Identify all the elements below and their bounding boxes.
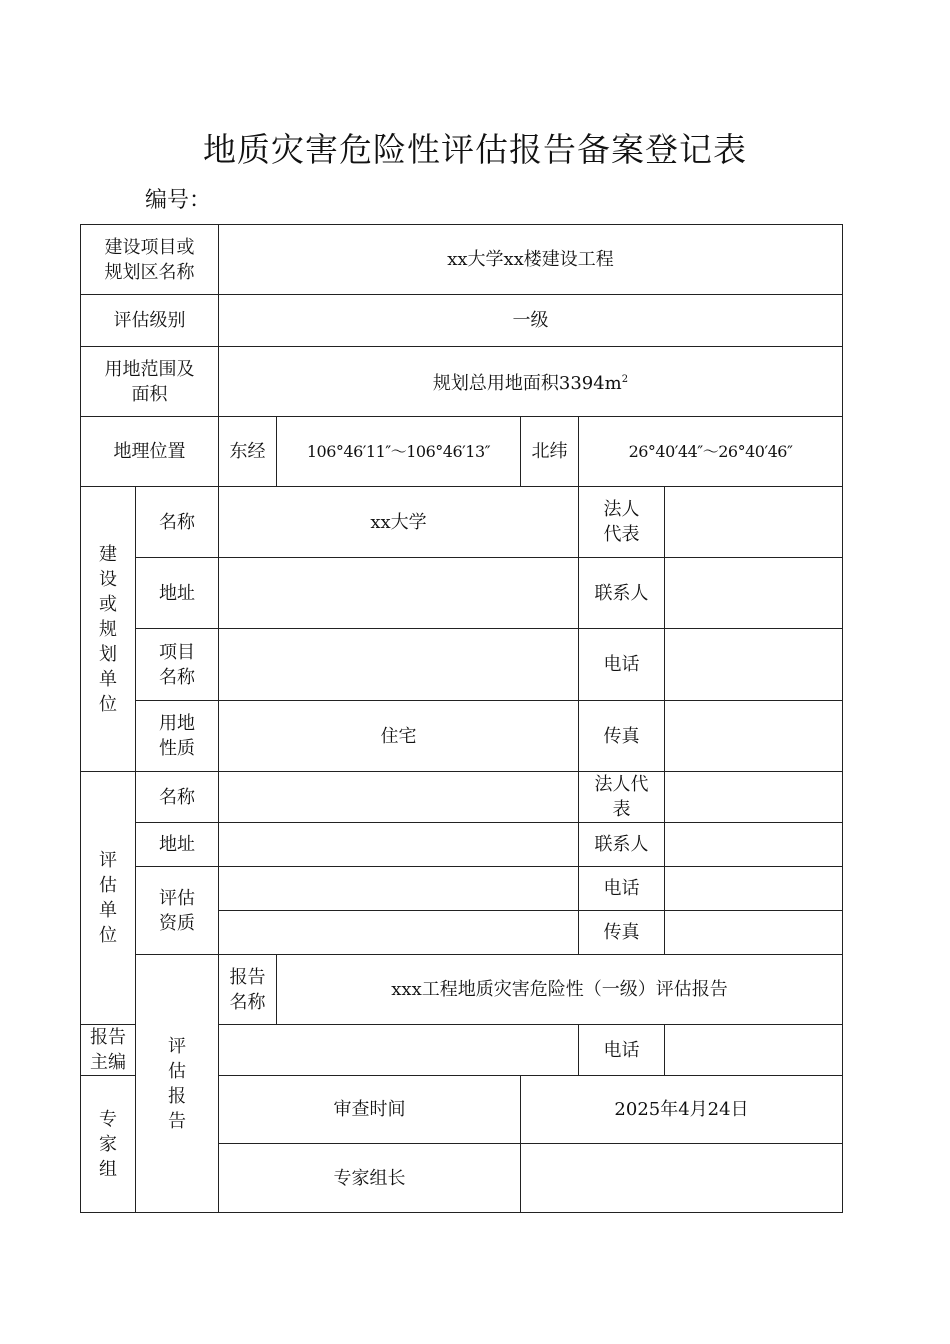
construction-contact-label: 联系人 <box>579 558 665 629</box>
construction-name-label: 名称 <box>136 487 219 558</box>
assessment-qualification-value-2[interactable] <box>219 911 579 955</box>
construction-project-row <box>81 629 843 701</box>
latitude-label: 北纬 <box>521 417 579 487</box>
project-name-label: 建设项目或 规划区名称 <box>81 225 219 295</box>
report-name-value[interactable]: xxx工程地质灾害危险性（一级）评估报告 <box>277 955 843 1025</box>
assessment-address-row <box>81 823 843 867</box>
assessment-legal-rep-label: 法人代 表 <box>579 772 665 823</box>
longitude-label: 东经 <box>219 417 277 487</box>
land-area-label: 用地范围及 面积 <box>81 347 219 417</box>
construction-land-use-row <box>81 701 843 772</box>
expert-leader-label: 专家组长 <box>219 1144 521 1213</box>
grade-row <box>81 295 843 347</box>
assessment-qualification-label: 评估 资质 <box>136 867 219 955</box>
assessment-unit-vertical-text: 评估单位 <box>99 850 117 946</box>
construction-phone-label: 电话 <box>579 629 665 701</box>
assessment-fax-label: 传真 <box>579 911 665 955</box>
construction-unit-vertical-text: 建设或规划单位 <box>99 543 117 715</box>
construction-address-label: 地址 <box>136 558 219 629</box>
location-label: 地理位置 <box>81 417 219 487</box>
grade-label: 评估级别 <box>81 295 219 347</box>
serial-number-label: 编号： <box>145 188 212 213</box>
construction-land-use-value[interactable]: 住宅 <box>219 701 579 772</box>
construction-fax-label: 传真 <box>579 701 665 772</box>
assessment-name-row <box>81 772 843 823</box>
report-name-label: 报告 名称 <box>219 955 277 1025</box>
land-area-value[interactable]: 规划总用地面积$3394m^2$ <box>219 347 843 417</box>
construction-legal-rep-value[interactable] <box>665 487 843 558</box>
assessment-phone-label: 电话 <box>579 867 665 911</box>
construction-unit-group-label <box>81 487 136 772</box>
assessment-contact-value[interactable] <box>665 823 843 867</box>
report-phone-value[interactable] <box>665 1025 843 1076</box>
land-area-row <box>81 347 843 417</box>
assessment-report-vertical-text: 评估报告 <box>168 1035 186 1132</box>
construction-name-value[interactable]: xx大学 <box>219 487 579 558</box>
project-name-row <box>81 225 843 295</box>
location-row <box>81 417 843 487</box>
form-title: 地质灾害危险性评估报告备案登记表 <box>203 130 747 169</box>
report-name-row <box>81 955 843 1025</box>
expert-group-label <box>81 1076 136 1213</box>
construction-legal-rep-label: 法人 代表 <box>579 487 665 558</box>
project-name-value[interactable]: xx大学xx楼建设工程 <box>219 225 843 295</box>
assessment-qualification-value-1[interactable] <box>219 867 579 911</box>
construction-phone-value[interactable] <box>665 629 843 701</box>
report-editor-value[interactable] <box>219 1025 579 1076</box>
review-time-label: 审查时间 <box>219 1076 521 1144</box>
construction-project-name-value[interactable] <box>219 629 579 701</box>
construction-land-use-label: 用地 性质 <box>136 701 219 772</box>
assessment-address-value[interactable] <box>219 823 579 867</box>
construction-address-value[interactable] <box>219 558 579 629</box>
latitude-value[interactable]: 26°40′44″～26°40′46″ <box>579 417 843 487</box>
longitude-value[interactable]: 106°46′11″～106°46′13″ <box>277 417 521 487</box>
assessment-phone-value[interactable] <box>665 867 843 911</box>
assessment-name-value[interactable] <box>219 772 579 823</box>
construction-fax-value[interactable] <box>665 701 843 772</box>
assessment-unit-group-label <box>81 772 136 1025</box>
review-time-value[interactable]: 2025年4月24日 <box>521 1076 843 1144</box>
construction-project-name-label: 项目 名称 <box>136 629 219 701</box>
assessment-contact-label: 联系人 <box>579 823 665 867</box>
construction-contact-value[interactable] <box>665 558 843 629</box>
assessment-report-group-label <box>136 955 219 1213</box>
assessment-legal-rep-value[interactable] <box>665 772 843 823</box>
expert-group-vertical-text: 专家组 <box>99 1108 117 1180</box>
assessment-phone-row <box>81 867 843 911</box>
report-phone-label: 电话 <box>579 1025 665 1076</box>
report-editor-label: 报告 主编 <box>81 1025 136 1076</box>
assessment-address-label: 地址 <box>136 823 219 867</box>
assessment-fax-value[interactable] <box>665 911 843 955</box>
construction-name-row <box>81 487 843 558</box>
registration-table <box>80 224 843 1213</box>
expert-leader-value[interactable] <box>521 1144 843 1213</box>
assessment-name-label: 名称 <box>136 772 219 823</box>
grade-value[interactable]: 一级 <box>219 295 843 347</box>
construction-address-row <box>81 558 843 629</box>
